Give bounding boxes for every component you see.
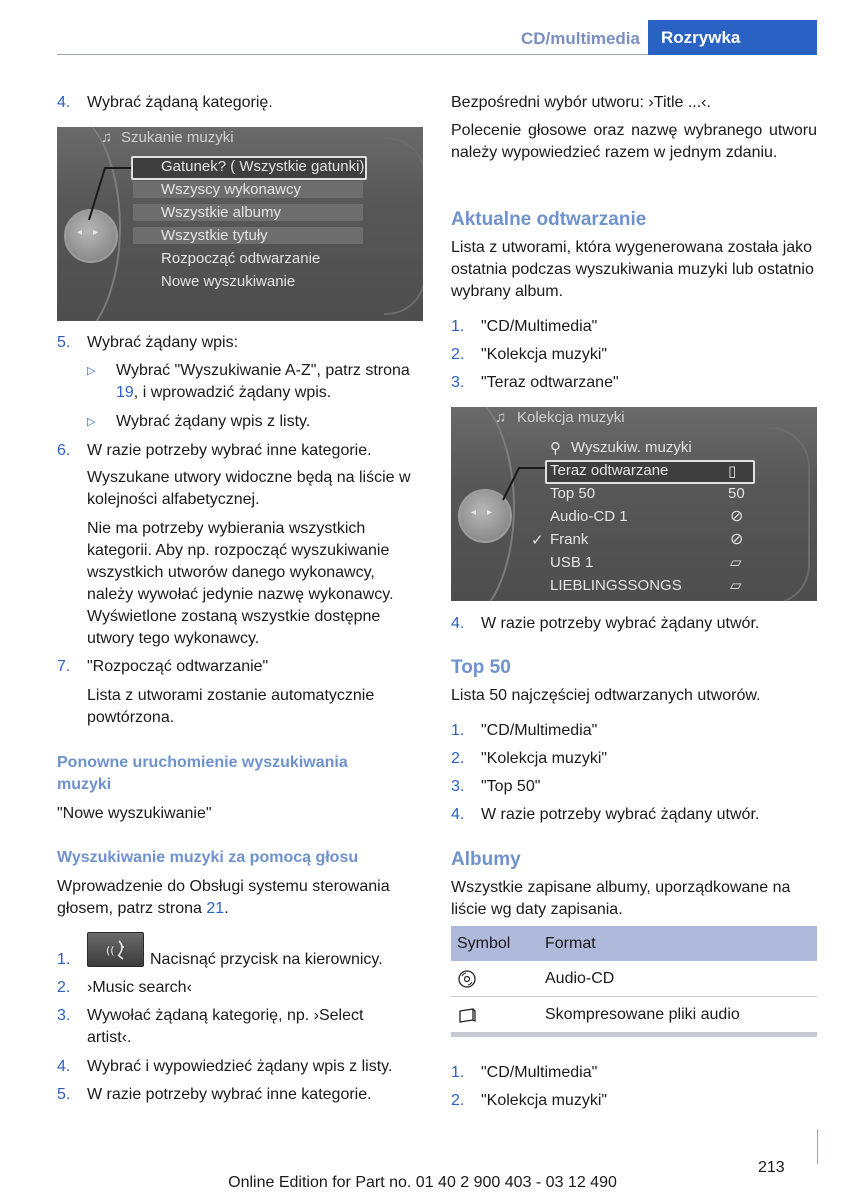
cd-icon: ⊘ [730,508,744,525]
checkmark-icon: ✓ [531,532,544,549]
music-note-icon: ♫ [495,409,507,426]
menu-item[interactable]: Nowe wyszukiwanie [161,273,296,290]
svg-text:((: (( [106,944,115,957]
voice-button-icon [87,932,144,967]
menu-item[interactable]: USB 1 [550,554,594,571]
table-row [451,961,817,997]
column-header: Symbol [457,935,511,952]
menu-item[interactable]: Wyszukiw. muzyki [571,439,692,456]
menu-item[interactable]: Wszystkie albumy [161,204,282,221]
table-header [451,926,817,961]
format-label: Skompresowane pliki audio [545,1006,740,1023]
albums-heading: Albumy [451,849,521,870]
format-table [451,926,817,1037]
step-6-detail: Nie ma potrzeby wybierania wszystkich kategorii. Aby np. rozpocząć wyszukiwanie wszystkich utworów danego wykonawcy, należy wywołać jedynie nazwę wykonawcy. Wyświetlone zostaną wszystkie dostępne utwory tego wykonawcy. [87,520,394,647]
menu-item[interactable]: Wszystkie tytuły [161,227,268,244]
current-text: Lista z utworami, która wygenerowana została jako ostatnia podczas wyszukiwania muzyki lub ostatnio wybrany album. [451,239,814,300]
folder-icon: ▱ [730,577,742,594]
page-number: 213 [758,1159,785,1176]
compressed-file-icon [457,997,477,1032]
top50-heading: Top 50 [451,657,511,678]
page-link[interactable]: 19 [116,384,134,401]
albums-text: Wszystkie zapisane albumy, uporządkowane na liście wg daty zapisania. [451,879,791,918]
footer-text: Online Edition for Part no. 01 40 2 900 403 - 03 12 490 [228,1174,617,1191]
bullet-1: ▷ Wybrać "Wyszukiwanie A-Z", patrz strona 19, i wprowadzić żądany wpis. [87,362,410,401]
music-collection-screen [451,407,817,601]
page-rule [817,1129,818,1164]
menu-item[interactable]: Gatunek? ( Wszystkie gatunki) [161,158,365,175]
column-header: Format [545,935,596,952]
current-heading: Aktualne odtwarzanie [451,209,647,230]
step-6-note: Wyszukane utwory widoczne będą na liście w kolejności alfabetycznej. [87,469,411,508]
menu-item[interactable]: Frank [550,531,589,548]
right-frame [384,137,423,315]
music-note-icon: ♫ [101,129,113,146]
direct-text: Polecenie głosowe oraz nazwę wybranego utworu należy wypowiedzieć razem w jednym zdaniu. [451,122,817,161]
count-value: 50 [728,485,745,502]
search-icon: ⚲ [550,440,561,457]
direct-title: Bezpośredni wybór utworu: ›Title ...‹. [451,94,711,111]
voice-heading: Wyszukiwanie muzyki za pomocą głosu [57,849,359,866]
right-frame [768,427,810,601]
format-label: Audio-CD [545,970,615,987]
step-7-note: Lista z utworami zostanie automatycznie powtórzona. [87,687,375,726]
voice-step-3: 3. Wywołać żądaną kategorię, np. ›Select artist‹. [57,1007,364,1046]
table-row [451,997,817,1033]
music-search-screen [57,127,423,321]
menu-item[interactable]: Teraz odtwarzane [550,462,669,479]
controller-knob-icon: ◂ ▸ [458,489,512,543]
cd-icon [457,961,477,996]
triangle-bullet-icon: ▷ [87,365,96,377]
folder-icon: ▱ [730,554,742,571]
bullet-2: ▷ Wybrać żądany wpis z listy. [87,411,423,433]
triangle-bullet-icon: ▷ [87,416,96,428]
menu-item[interactable]: Top 50 [550,485,596,502]
chapter-tab: Rozrywka [648,20,817,55]
table-end-rule [451,1033,817,1037]
controller-knob-icon: ◂ ▸ [64,209,118,263]
now-playing-icon: ▯ [728,463,737,480]
menu-item[interactable]: LIEBLINGSSONGS [550,577,682,594]
voice-intro: Wprowadzenie do Obsługi systemu sterowania głosem, patrz strona 21. [57,878,390,917]
section-title: CD/multimedia [520,29,640,48]
screen-title: Kolekcja muzyki [517,409,625,426]
restart-text: "Nowe wyszukiwanie" [57,805,212,822]
menu-item[interactable]: Rozpocząć odtwarzanie [161,250,321,267]
restart-heading: Ponowne uruchomienie wyszukiwania muzyki [57,754,348,793]
menu-item[interactable]: Audio-CD 1 [550,508,628,525]
menu-item[interactable]: Wszyscy wykonawcy [161,181,302,198]
page-link[interactable]: 21 [206,900,225,917]
cd-icon: ⊘ [730,531,744,548]
screen-title: Szukanie muzyki [121,129,234,146]
top50-text: Lista 50 najczęściej odtwarzanych utworów. [451,687,761,704]
